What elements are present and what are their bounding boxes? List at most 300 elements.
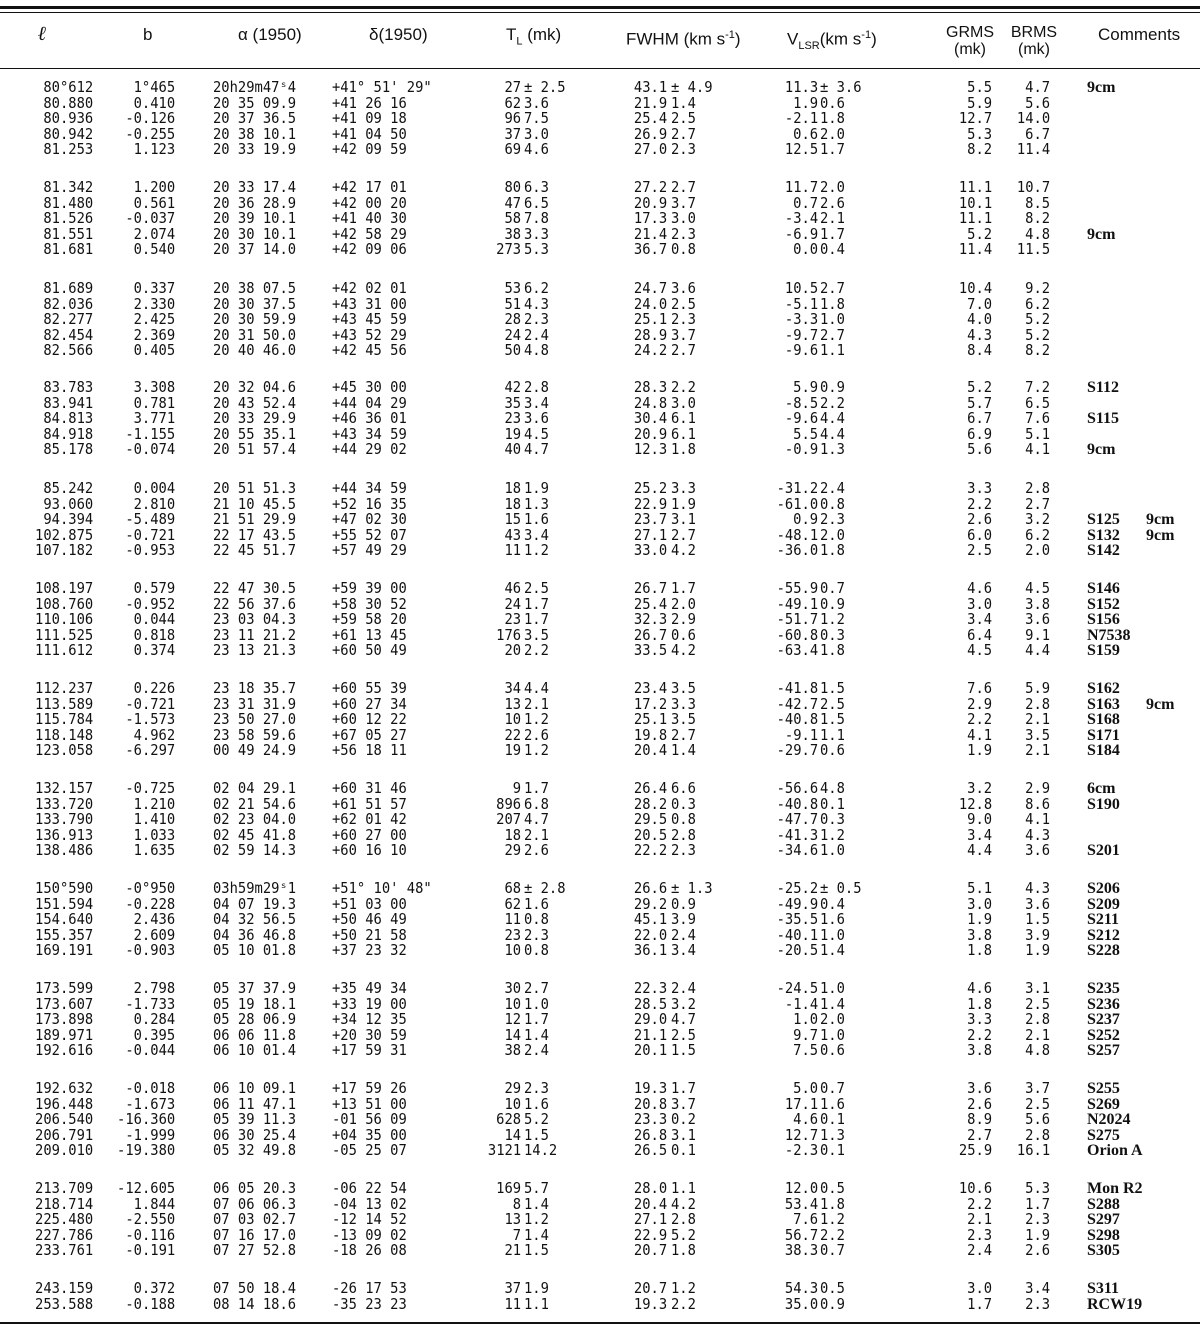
cell-vlsr-err: 0.6: [820, 93, 845, 112]
cell-brms: 4.3: [1025, 825, 1050, 844]
row-group: [0, 1181, 1200, 1259]
cell-ra: 23 31 31.9: [213, 694, 297, 713]
cell-tl-err: 2.8: [524, 378, 549, 396]
cell-fwhm: 26.4: [633, 779, 667, 797]
cell-fwhm-err: 1.8: [671, 1241, 696, 1259]
table-row: [0, 1081, 1200, 1097]
cell-ra: 23 13 21.3: [213, 641, 297, 659]
cell-tl: 19: [504, 424, 521, 443]
row-group: [0, 681, 1200, 759]
cell-fwhm-err: 2.3: [671, 224, 696, 243]
cell-fwhm: 28.2: [633, 794, 667, 813]
cell-l: 173.599: [34, 979, 93, 997]
cell-tl-err: 4.3: [524, 294, 549, 313]
row-group: [0, 981, 1200, 1059]
cell-l: 115.784: [34, 710, 93, 728]
cell-b: 2.074: [133, 224, 175, 243]
cell-grms: 6.9: [967, 424, 992, 443]
cell-dec: +46 36 01: [332, 409, 407, 427]
cell-tl-err: ± 2.5: [524, 78, 566, 96]
cell-grms: 8.4: [967, 341, 992, 359]
cell-l: 209.010: [34, 1141, 93, 1159]
table-row: [0, 380, 1200, 396]
cell-tl: 23: [504, 610, 521, 628]
table-row: [0, 525, 1200, 544]
cell-fwhm-err: 0.2: [671, 1110, 696, 1128]
cell-vlsr: -9.6: [784, 341, 818, 359]
cell-ra: 23 58 59.6: [213, 725, 297, 744]
cell-comment2: 9cm: [1146, 511, 1175, 528]
cell-comment: S305: [1087, 1242, 1120, 1259]
cell-ra: 20 51 51.3: [213, 479, 297, 497]
cell-fwhm: 23.7: [633, 510, 667, 528]
cell-tl: 38: [504, 1041, 521, 1059]
cell-vlsr-err: 0.5: [820, 1279, 845, 1297]
cell-tl-err: 6.3: [524, 178, 549, 196]
cell-ra: 22 45 51.7: [213, 541, 297, 559]
cell-vlsr-err: 1.7: [820, 224, 845, 243]
cell-b: -0.725: [125, 779, 175, 797]
table-row: [0, 843, 1200, 859]
cell-b: 1.123: [133, 140, 175, 158]
table-row: [0, 325, 1200, 344]
cell-comment: S255: [1087, 1080, 1120, 1097]
cell-fwhm-err: 6.1: [671, 409, 696, 427]
cell-b: -0.953: [125, 541, 175, 559]
cell-dec: +34 12 35: [332, 1010, 407, 1028]
cell-l: 102.875: [34, 525, 93, 544]
cell-grms: 10.6: [958, 1179, 992, 1197]
table-row: [0, 424, 1200, 443]
cell-tl-err: 2.3: [524, 310, 549, 328]
cell-fwhm: 33.5: [633, 641, 667, 659]
cell-b: 2.810: [133, 494, 175, 513]
cell-vlsr-err: 2.2: [820, 1225, 845, 1244]
cell-dec: +41 40 30: [332, 209, 407, 227]
cell-tl-err: 3.5: [524, 625, 549, 644]
cell-comment: 9cm: [1087, 441, 1116, 458]
cell-l: 218.714: [34, 1194, 93, 1213]
cell-ra: 20 39 10.1: [213, 209, 297, 227]
cell-b: 0.044: [133, 610, 175, 628]
cell-brms: 2.8: [1025, 694, 1050, 713]
cell-comment: S236: [1087, 995, 1120, 1013]
cell-fwhm: 12.3: [633, 440, 667, 458]
cell-fwhm: 24.2: [633, 341, 667, 359]
cell-grms: 5.9: [967, 93, 992, 112]
cell-fwhm-err: 2.3: [671, 140, 696, 158]
cell-vlsr: -0.9: [784, 440, 818, 458]
table-row: [0, 512, 1200, 528]
cell-fwhm-err: 3.7: [671, 325, 696, 344]
top-rule-thin: [0, 12, 1200, 13]
cell-vlsr: 35.0: [784, 1294, 818, 1313]
cell-brms: 6.5: [1025, 393, 1050, 412]
cell-comment: S159: [1087, 642, 1120, 659]
cell-grms: 12.8: [958, 794, 992, 813]
cell-tl: 24: [504, 325, 521, 344]
cell-vlsr: -9.7: [784, 325, 818, 344]
cell-vlsr-err: 0.9: [820, 378, 845, 396]
cell-fwhm: 22.9: [633, 494, 667, 513]
cell-vlsr-err: 2.6: [820, 193, 845, 212]
cell-grms: 3.8: [967, 1041, 992, 1059]
cell-l: 81.526: [43, 209, 93, 227]
cell-fwhm-err: 2.3: [671, 841, 696, 859]
cell-brms: 5.3: [1025, 1179, 1050, 1197]
cell-b: -0.188: [125, 1294, 175, 1313]
cell-grms: 9.0: [967, 810, 992, 828]
cell-l: 82.277: [43, 310, 93, 328]
cell-ra: 23 18 35.7: [213, 679, 297, 697]
cell-brms: 3.6: [1025, 894, 1050, 913]
cell-vlsr-err: 2.0: [820, 1010, 845, 1028]
cell-grms: 3.6: [967, 1079, 992, 1097]
cell-grms: 1.9: [967, 910, 992, 928]
cell-fwhm: 28.5: [633, 994, 667, 1013]
cell-fwhm: 25.1: [633, 310, 667, 328]
cell-tl-err: 5.2: [524, 1110, 549, 1128]
cell-dec: +04 35 00: [332, 1125, 407, 1144]
cell-dec: +43 52 29: [332, 325, 407, 344]
cell-l: 81.689: [43, 279, 93, 297]
row-group: [0, 481, 1200, 559]
cell-brms: 11.4: [1016, 140, 1050, 158]
cell-dec: +42 09 06: [332, 240, 407, 258]
table-row: [0, 994, 1200, 1013]
cell-dec: +37 23 32: [332, 941, 407, 959]
cell-tl-err: 1.7: [524, 610, 549, 628]
cell-fwhm-err: 3.7: [671, 1094, 696, 1113]
table-row: [0, 1112, 1200, 1128]
cell-grms: 4.1: [967, 725, 992, 744]
cell-ra: 20 38 10.1: [213, 124, 297, 143]
cell-fwhm-err: 2.4: [671, 979, 696, 997]
cell-ra: 20 43 52.4: [213, 393, 297, 412]
cell-tl: 10: [504, 710, 521, 728]
cell-brms: 8.5: [1025, 193, 1050, 212]
cell-fwhm: 19.8: [633, 725, 667, 744]
table-row: [0, 625, 1200, 644]
cell-fwhm: 21.4: [633, 224, 667, 243]
cell-vlsr-err: 4.4: [820, 409, 845, 427]
cell-vlsr-err: 4.8: [820, 779, 845, 797]
cell-tl-err: 2.7: [524, 979, 549, 997]
cell-b: 3.308: [133, 378, 175, 396]
cell-b: 0.405: [133, 341, 175, 359]
cell-tl: 896: [496, 794, 521, 813]
cell-vlsr: -40.8: [776, 710, 818, 728]
cell-comment: S269: [1087, 1095, 1120, 1113]
cell-grms: 2.2: [967, 1025, 992, 1044]
cell-fwhm: 25.4: [633, 594, 667, 613]
row-group: [0, 380, 1200, 458]
cell-fwhm-err: 2.9: [671, 610, 696, 628]
cell-dec: +60 16 10: [332, 841, 407, 859]
cell-comment2: 9cm: [1146, 695, 1175, 713]
cell-vlsr: 38.3: [784, 1241, 818, 1259]
table-row: [0, 981, 1200, 997]
cell-brms: 14.0: [1016, 109, 1050, 127]
cell-vlsr: 7.6: [793, 1210, 818, 1228]
cell-vlsr: 4.6: [793, 1110, 818, 1128]
table-row: [0, 694, 1200, 713]
cell-b: 2.798: [133, 979, 175, 997]
cell-ra: 20h29m47ˢ4: [213, 78, 297, 96]
cell-vlsr-err: 2.5: [820, 694, 845, 713]
cell-tl-err: 1.6: [524, 894, 549, 913]
cell-dec: +56 18 11: [332, 741, 407, 759]
top-rule: [0, 6, 1200, 9]
table-row: [0, 1212, 1200, 1228]
cell-vlsr-err: 2.4: [820, 479, 845, 497]
cell-ra: 22 56 37.6: [213, 594, 297, 613]
cell-tl: 23: [504, 409, 521, 427]
cell-comment: N7538: [1087, 626, 1131, 644]
cell-l: 151.594: [34, 894, 93, 913]
cell-vlsr: 54.3: [784, 1279, 818, 1297]
cell-fwhm: 26.5: [633, 1141, 667, 1159]
cell-brms: 4.8: [1025, 1041, 1050, 1059]
cell-ra: 00 49 24.9: [213, 741, 297, 759]
cell-grms: 3.4: [967, 825, 992, 844]
row-group: [0, 1281, 1200, 1312]
cell-vlsr-err: 1.0: [820, 841, 845, 859]
table-row: [0, 1094, 1200, 1113]
cell-b: -0.018: [125, 1079, 175, 1097]
cell-vlsr-err: 0.3: [820, 625, 845, 644]
cell-tl: 19: [504, 741, 521, 759]
header-brms: BRMS (mk): [1010, 24, 1058, 58]
cell-tl: 10: [504, 1094, 521, 1113]
cell-b: 0.337: [133, 279, 175, 297]
cell-l: 213.709: [34, 1179, 93, 1197]
cell-l: 110.106: [34, 610, 93, 628]
cell-fwhm-err: 3.5: [671, 710, 696, 728]
cell-ra: 05 37 37.9: [213, 979, 297, 997]
cell-comment: S297: [1087, 1211, 1120, 1228]
table-row: [0, 1194, 1200, 1213]
cell-vlsr: -9.1: [784, 725, 818, 744]
cell-dec: +61 51 57: [332, 794, 407, 813]
cell-fwhm: 25.4: [633, 109, 667, 127]
cell-tl-err: 1.6: [524, 510, 549, 528]
cell-comment: S162: [1087, 680, 1120, 697]
cell-grms: 1.8: [967, 994, 992, 1013]
cell-grms: 1.7: [967, 1294, 992, 1313]
cell-ra: 20 33 19.9: [213, 140, 297, 158]
cell-vlsr-err: 2.7: [820, 279, 845, 297]
cell-grms: 2.4: [967, 1241, 992, 1259]
cell-ra: 02 23 04.0: [213, 810, 297, 828]
cell-dec: +42 00 20: [332, 193, 407, 212]
cell-l: 206.540: [34, 1110, 93, 1128]
cell-ra: 05 28 06.9: [213, 1010, 297, 1028]
cell-brms: 2.8: [1025, 479, 1050, 497]
cell-l: 173.607: [34, 994, 93, 1013]
cell-fwhm-err: 1.7: [671, 1079, 696, 1097]
cell-comment: S211: [1087, 911, 1120, 928]
cell-comment: S146: [1087, 580, 1120, 597]
cell-grms: 4.6: [967, 979, 992, 997]
cell-tl: 37: [504, 1279, 521, 1297]
cell-brms: 4.4: [1025, 641, 1050, 659]
cell-tl-err: 2.4: [524, 325, 549, 344]
cell-grms: 2.2: [967, 710, 992, 728]
cell-tl-err: 5.3: [524, 240, 549, 258]
table-row: [0, 411, 1200, 427]
table-row: [0, 594, 1200, 613]
row-group: [0, 1081, 1200, 1159]
cell-vlsr: 5.9: [793, 378, 818, 396]
cell-brms: 4.7: [1025, 78, 1050, 96]
cell-tl: 27: [504, 78, 521, 96]
table-row: [0, 343, 1200, 359]
cell-fwhm-err: 2.0: [671, 594, 696, 613]
cell-tl-err: 1.6: [524, 1094, 549, 1113]
cell-ra: 02 45 41.8: [213, 825, 297, 844]
cell-b: -1.999: [125, 1125, 175, 1144]
cell-dec: -12 14 52: [332, 1210, 407, 1228]
cell-fwhm-err: 2.7: [671, 525, 696, 544]
cell-b: 0.781: [133, 393, 175, 412]
cell-dec: +60 27 34: [332, 694, 407, 713]
cell-fwhm: 24.0: [633, 294, 667, 313]
cell-vlsr: -9.6: [784, 409, 818, 427]
cell-vlsr: 11.3: [784, 78, 818, 96]
cell-ra: 21 51 29.9: [213, 510, 297, 528]
cell-dec: +42 58 29: [332, 224, 407, 243]
cell-tl: 18: [504, 494, 521, 513]
cell-dec: +62 01 42: [332, 810, 407, 828]
cell-dec: +67 05 27: [332, 725, 407, 744]
cell-fwhm-err: 3.1: [671, 510, 696, 528]
cell-tl: 13: [504, 1210, 521, 1228]
cell-b: -6.297: [125, 741, 175, 759]
cell-fwhm-err: 0.1: [671, 1141, 696, 1159]
cell-vlsr-err: 2.7: [820, 325, 845, 344]
cell-b: -0.126: [125, 109, 175, 127]
cell-tl-err: 6.2: [524, 279, 549, 297]
cell-vlsr: -42.7: [776, 694, 818, 713]
cell-comment: S206: [1087, 880, 1120, 897]
cell-vlsr-err: 1.4: [820, 994, 845, 1013]
cell-comment: Mon R2: [1087, 1180, 1143, 1197]
cell-b: 3.771: [133, 409, 175, 427]
cell-l: 192.632: [34, 1079, 93, 1097]
cell-fwhm: 25.1: [633, 710, 667, 728]
cell-tl: 30: [504, 979, 521, 997]
cell-brms: 3.9: [1025, 925, 1050, 944]
cell-tl-err: 1.4: [524, 1225, 549, 1244]
cell-l: 81.551: [43, 224, 93, 243]
cell-grms: 6.0: [967, 525, 992, 544]
table-row: [0, 111, 1200, 127]
cell-vlsr-err: 1.6: [820, 910, 845, 928]
cell-tl: 12: [504, 1010, 521, 1028]
cell-vlsr: -36.0: [776, 541, 818, 559]
cell-tl: 96: [504, 109, 521, 127]
cell-grms: 2.1: [967, 1210, 992, 1228]
cell-vlsr: 9.7: [793, 1025, 818, 1044]
cell-l: 108.197: [34, 579, 93, 597]
header-ra: α (1950): [238, 25, 302, 44]
cell-comment: S235: [1087, 980, 1120, 997]
cell-b: -1.733: [125, 994, 175, 1013]
cell-brms: 8.2: [1025, 341, 1050, 359]
cell-fwhm: 22.3: [633, 979, 667, 997]
cell-tl-err: 2.1: [524, 825, 549, 844]
cell-l: 84.813: [43, 409, 93, 427]
cell-tl-err: 1.2: [524, 1210, 549, 1228]
cell-tl-err: 0.8: [524, 910, 549, 928]
cell-ra: 20 51 57.4: [213, 440, 297, 458]
cell-ra: 05 32 49.8: [213, 1141, 297, 1159]
cell-l: 112.237: [34, 679, 93, 697]
table-row: [0, 725, 1200, 744]
cell-comment: S112: [1087, 379, 1120, 396]
cell-grms: 2.2: [967, 1194, 992, 1213]
cell-comment: S201: [1087, 842, 1120, 859]
cell-grms: 3.0: [967, 594, 992, 613]
cell-l: 93.060: [43, 494, 93, 513]
cell-brms: 4.1: [1025, 810, 1050, 828]
cell-grms: 3.0: [967, 1279, 992, 1297]
cell-vlsr-err: 2.1: [820, 209, 845, 227]
cell-brms: 2.1: [1025, 1025, 1050, 1044]
cell-tl-err: 2.5: [524, 579, 549, 597]
cell-dec: +51 03 00: [332, 894, 407, 913]
table-row: [0, 481, 1200, 497]
cell-fwhm-err: 6.6: [671, 779, 696, 797]
cell-vlsr-err: 1.2: [820, 610, 845, 628]
cell-l: 81.480: [43, 193, 93, 212]
cell-comment: S288: [1087, 1195, 1120, 1213]
cell-brms: 1.9: [1025, 941, 1050, 959]
cell-ra: 02 59 14.3: [213, 841, 297, 859]
cell-fwhm: 28.0: [633, 1179, 667, 1197]
cell-brms: 1.9: [1025, 1225, 1050, 1244]
cell-b: -16.360: [116, 1110, 175, 1128]
cell-fwhm: 20.1: [633, 1041, 667, 1059]
cell-fwhm-err: 4.2: [671, 1194, 696, 1213]
cell-fwhm-err: 3.4: [671, 941, 696, 959]
cell-brms: 5.9: [1025, 679, 1050, 697]
cell-grms: 12.7: [958, 109, 992, 127]
cell-fwhm-err: 1.4: [671, 741, 696, 759]
cell-vlsr: 7.5: [793, 1041, 818, 1059]
cell-vlsr-err: 1.0: [820, 925, 845, 944]
header-dec: δ(1950): [369, 25, 428, 44]
cell-fwhm-err: 2.5: [671, 109, 696, 127]
cell-tl-err: 2.3: [524, 925, 549, 944]
cell-grms: 11.1: [958, 178, 992, 196]
cell-ra: 06 06 11.8: [213, 1025, 297, 1044]
table-row: [0, 1143, 1200, 1159]
cell-ra: 06 05 20.3: [213, 1179, 297, 1197]
cell-dec: +50 46 49: [332, 910, 407, 928]
cell-comment: S212: [1087, 926, 1120, 944]
cell-fwhm: 27.0: [633, 140, 667, 158]
cell-l: 155.357: [34, 925, 93, 944]
cell-tl: 207: [496, 810, 521, 828]
cell-fwhm-err: 3.1: [671, 1125, 696, 1144]
cell-fwhm: 32.3: [633, 610, 667, 628]
cell-dec: -13 09 02: [332, 1225, 407, 1244]
cell-dec: +60 50 49: [332, 641, 407, 659]
cell-vlsr-err: 1.1: [820, 725, 845, 744]
cell-l: 81.253: [43, 140, 93, 158]
